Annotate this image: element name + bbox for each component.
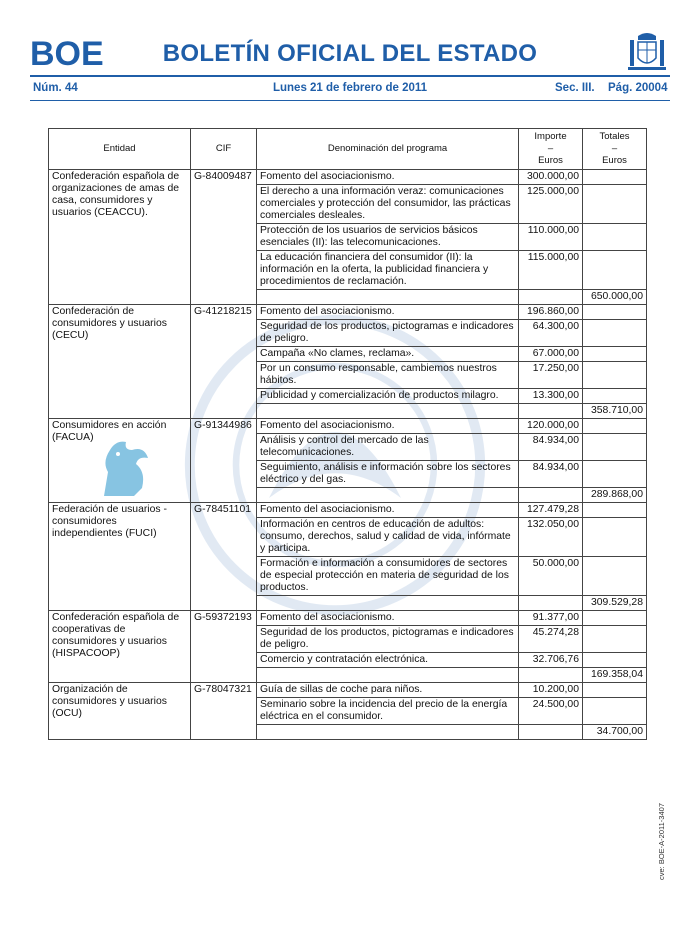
- cif-cell: G-78047321: [191, 683, 257, 740]
- importe-cell: 67.000,00: [519, 347, 583, 362]
- importe-cell: 300.000,00: [519, 170, 583, 185]
- entidad-cell: Confederación española de cooperativas de consumidores y usuarios (HISPACOOP): [49, 611, 191, 683]
- programa-cell: Análisis y control del mercado de las telecomunicaciones.: [257, 434, 519, 461]
- total-row-programa-empty: [257, 488, 519, 503]
- importe-cell: 10.200,00: [519, 683, 583, 698]
- totales-cell-empty: [583, 170, 647, 185]
- col-header-programa: Denominación del programa: [257, 129, 519, 170]
- total-row-programa-empty: [257, 596, 519, 611]
- group-total-cell: 289.868,00: [583, 488, 647, 503]
- total-row-programa-empty: [257, 725, 519, 740]
- total-row-programa-empty: [257, 290, 519, 305]
- importe-cell: 84.934,00: [519, 461, 583, 488]
- programa-cell: Fomento del asociacionismo.: [257, 305, 519, 320]
- group-total-cell: 169.358,04: [583, 668, 647, 683]
- importe-cell: 127.479,28: [519, 503, 583, 518]
- importe-cell: 64.300,00: [519, 320, 583, 347]
- table-row: [49, 683, 647, 698]
- totales-cell-empty: [583, 419, 647, 434]
- section-label: Sec. III.: [555, 82, 595, 94]
- group-total-cell: 34.700,00: [583, 725, 647, 740]
- importe-cell: 24.500,00: [519, 698, 583, 725]
- totales-cell-empty: [583, 461, 647, 488]
- importe-cell: 32.706,76: [519, 653, 583, 668]
- page-number: Pág. 20004: [608, 82, 668, 94]
- importe-cell: 120.000,00: [519, 419, 583, 434]
- totales-cell-empty: [583, 503, 647, 518]
- col-header-totales: Totales – Euros: [583, 129, 647, 170]
- col-header-importe: Importe – Euros: [519, 129, 583, 170]
- importe-cell: 45.274,28: [519, 626, 583, 653]
- group-total-cell: 358.710,00: [583, 404, 647, 419]
- total-row-importe-empty: [519, 404, 583, 419]
- coat-of-arms-icon: [626, 30, 668, 74]
- header-rule-bottom: [30, 100, 670, 101]
- programa-cell: Campaña «No clames, reclama».: [257, 347, 519, 362]
- entidad-cell: Confederación de consumidores y usuarios (CECU): [49, 305, 191, 419]
- total-row-programa-empty: [257, 668, 519, 683]
- totales-cell-empty: [583, 224, 647, 251]
- table-header-row: [49, 129, 647, 170]
- programa-cell: Fomento del asociacionismo.: [257, 503, 519, 518]
- importe-cell: 115.000,00: [519, 251, 583, 290]
- total-row-importe-empty: [519, 290, 583, 305]
- table-row: [49, 170, 647, 185]
- cif-cell: G-84009487: [191, 170, 257, 305]
- col-header-entidad: Entidad: [49, 129, 191, 170]
- table-row: [49, 305, 647, 320]
- programa-cell: Seguimiento, análisis e información sobre los sectores eléctrico y del gas.: [257, 461, 519, 488]
- cif-cell: G-78451101: [191, 503, 257, 611]
- programa-cell: Fomento del asociacionismo.: [257, 170, 519, 185]
- importe-cell: 125.000,00: [519, 185, 583, 224]
- table-row: [49, 503, 647, 518]
- programa-cell: La educación financiera del consumidor (II): la información en la oferta, la publicidad financiera y procedimientos de reclamación.: [257, 251, 519, 290]
- totales-cell-empty: [583, 626, 647, 653]
- importe-cell: 84.934,00: [519, 434, 583, 461]
- importe-cell: 13.300,00: [519, 389, 583, 404]
- cif-cell: G-91344986: [191, 419, 257, 503]
- totales-cell-empty: [583, 320, 647, 347]
- issue-date: Lunes 21 de febrero de 2011: [272, 82, 428, 94]
- totales-cell-empty: [583, 698, 647, 725]
- programa-cell: Publicidad y comercialización de productos milagro.: [257, 389, 519, 404]
- page-title: BOLETÍN OFICIAL DEL ESTADO: [162, 40, 538, 67]
- programa-cell: Seminario sobre la incidencia del precio de la energía eléctrica en el consumidor.: [257, 698, 519, 725]
- importe-cell: 91.377,00: [519, 611, 583, 626]
- cve-code: cve: BOE-A-2011-3407: [657, 803, 666, 880]
- gryphon-watermark-icon: [94, 432, 156, 502]
- entidad-cell: Consumidores en acción (FACUA): [49, 419, 191, 503]
- totales-cell-empty: [583, 434, 647, 461]
- importe-cell: 110.000,00: [519, 224, 583, 251]
- importe-cell: 196.860,00: [519, 305, 583, 320]
- totales-cell-empty: [583, 683, 647, 698]
- entidad-cell: Federación de usuarios - consumidores independientes (FUCI): [49, 503, 191, 611]
- totales-cell-empty: [583, 347, 647, 362]
- programa-cell: El derecho a una información veraz: comunicaciones comerciales y protección del consumidor, las prácticas comerciales desleales.: [257, 185, 519, 224]
- total-row-importe-empty: [519, 725, 583, 740]
- group-total-cell: 309.529,28: [583, 596, 647, 611]
- totales-cell-empty: [583, 653, 647, 668]
- cif-cell: G-41218215: [191, 305, 257, 419]
- totales-cell-empty: [583, 389, 647, 404]
- importe-cell: 50.000,00: [519, 557, 583, 596]
- total-row-programa-empty: [257, 404, 519, 419]
- group-total-cell: 650.000,00: [583, 290, 647, 305]
- col-header-cif: CIF: [191, 129, 257, 170]
- totales-cell-empty: [583, 557, 647, 596]
- programa-cell: Por un consumo responsable, cambiemos nuestros hábitos.: [257, 362, 519, 389]
- cif-cell: G-59372193: [191, 611, 257, 683]
- programa-cell: Formación e información a consumidores de sectores de especial protección en materia de seguridad de los productos.: [257, 557, 519, 596]
- totales-cell-empty: [583, 251, 647, 290]
- importe-cell: 132.050,00: [519, 518, 583, 557]
- programa-cell: Información en centros de educación de adultos: consumo, derechos, salud y calidad de vida, infórmate y participa.: [257, 518, 519, 557]
- boe-logo-text: BOE: [30, 35, 104, 70]
- total-row-importe-empty: [519, 668, 583, 683]
- entidad-cell: Confederación española de organizaciones de amas de casa, consumidores y usuarios (CEACCU).: [49, 170, 191, 305]
- totales-cell-empty: [583, 305, 647, 320]
- totales-cell-empty: [583, 518, 647, 557]
- programa-cell: Seguridad de los productos, pictogramas e indicadores de peligro.: [257, 626, 519, 653]
- total-row-importe-empty: [519, 488, 583, 503]
- programa-cell: Fomento del asociacionismo.: [257, 611, 519, 626]
- totales-cell-empty: [583, 185, 647, 224]
- total-row-importe-empty: [519, 596, 583, 611]
- programa-cell: Comercio y contratación electrónica.: [257, 653, 519, 668]
- programa-cell: Guía de sillas de coche para niños.: [257, 683, 519, 698]
- table-row: [49, 611, 647, 626]
- programa-cell: Seguridad de los productos, pictogramas e indicadores de peligro.: [257, 320, 519, 347]
- entidad-cell: Organización de consumidores y usuarios (OCU): [49, 683, 191, 740]
- header-rule: [30, 75, 670, 77]
- issue-number: Núm. 44: [33, 82, 78, 94]
- totales-cell-empty: [583, 611, 647, 626]
- totales-cell-empty: [583, 362, 647, 389]
- programa-cell: Fomento del asociacionismo.: [257, 419, 519, 434]
- importe-cell: 17.250,00: [519, 362, 583, 389]
- programa-cell: Protección de los usuarios de servicios básicos esenciales (II): las telecomunicaciones.: [257, 224, 519, 251]
